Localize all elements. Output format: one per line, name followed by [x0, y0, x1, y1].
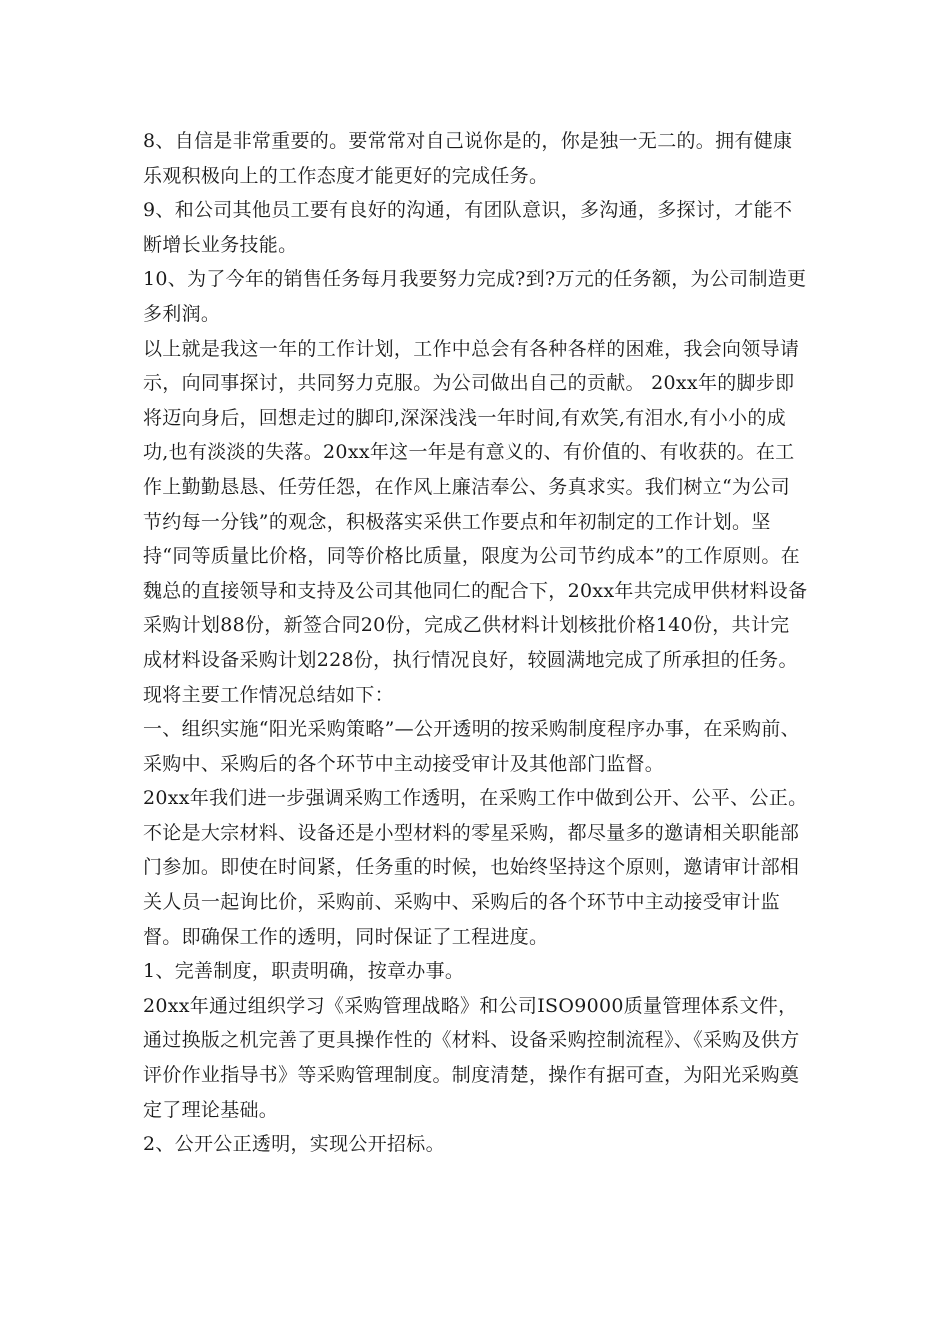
- paragraph-item-8: 8、自信是非常重要的。要常常对自己说你是的，你是独一无二的。拥有健康乐观积极向上的工作态度才能更好的完成任务。: [143, 130, 793, 187]
- paragraph-system: 20xx年通过组织学习《采购管理战略》和公司ISO9000质量管理体系文件，通过换版之机完善了更具操作性的《材料、设备采购控制流程》、《采购及供方评价作业指导书》等采购管理制度。制度清楚，操作有据可查，为阳光采购奠定了理论基础。: [143, 994, 800, 1121]
- section-heading-one: 一、组织实施“阳光采购策略”—公开透明的按采购制度程序办事，在采购前、采购中、采购后的各个环节中主动接受审计及其他部门监督。: [143, 718, 800, 775]
- subheading-two: 2、公开公正透明，实现公开招标。: [143, 1133, 445, 1156]
- paragraph-item-10: 10、为了今年的销售任务每月我要努力完成?到?万元的任务额，为公司制造更多利润。: [143, 268, 807, 325]
- subheading-one: 1、完善制度，职责明确，按章办事。: [143, 960, 465, 983]
- paragraph-summary: 以上就是我这一年的工作计划，工作中总会有各种各样的困难，我会向领导请示，向同事探讨，共同努力克服。为公司做出自己的贡献。 20xx年的脚步即将迈向身后，回想走过的脚印,深深浅浅一年时间,有欢笑,有泪水,有小小的成功,也有淡淡的失落。20xx年这一年是有意义的、有价值的、有收获的。在工作上勤勤恳恳、任劳任怨，在作风上廉洁奉公、务真求实。我们树立“为公司节约每一分钱”的观念，积极落实采供工作要点和年初制定的工作计划。坚持“同等质量比价格，同等价格比质量，限度为公司节约成本”的工作原则。在魏总的直接领导和支持及公司其他同仁的配合下，20xx年共完成甲供材料设备采购计划88份，新签合同20份，完成乙供材料计划核批价格140份，共计完成材料设备采购计划228份，执行情况良好，较圆满地完成了所承担的任务。: [143, 337, 808, 671]
- paragraph-item-9: 9、和公司其他员工要有良好的沟通，有团队意识，多沟通，多探讨，才能不断增长业务技能。: [143, 199, 793, 256]
- paragraph-intro: 现将主要工作情况总结如下：: [143, 683, 394, 706]
- document-body: [143, 124, 808, 1162]
- paragraph-transparency: 20xx年我们进一步强调采购工作透明，在采购工作中做到公开、公平、公正。不论是大宗材料、设备还是小型材料的零星采购，都尽量多的邀请相关职能部门参加。即使在时间紧，任务重的时候，也始终坚持这个原则，邀请审计部相关人员一起询比价，采购前、采购中、采购后的各个环节中主动接受审计监督。即确保工作的透明，同时保证了工程进度。: [143, 787, 808, 948]
